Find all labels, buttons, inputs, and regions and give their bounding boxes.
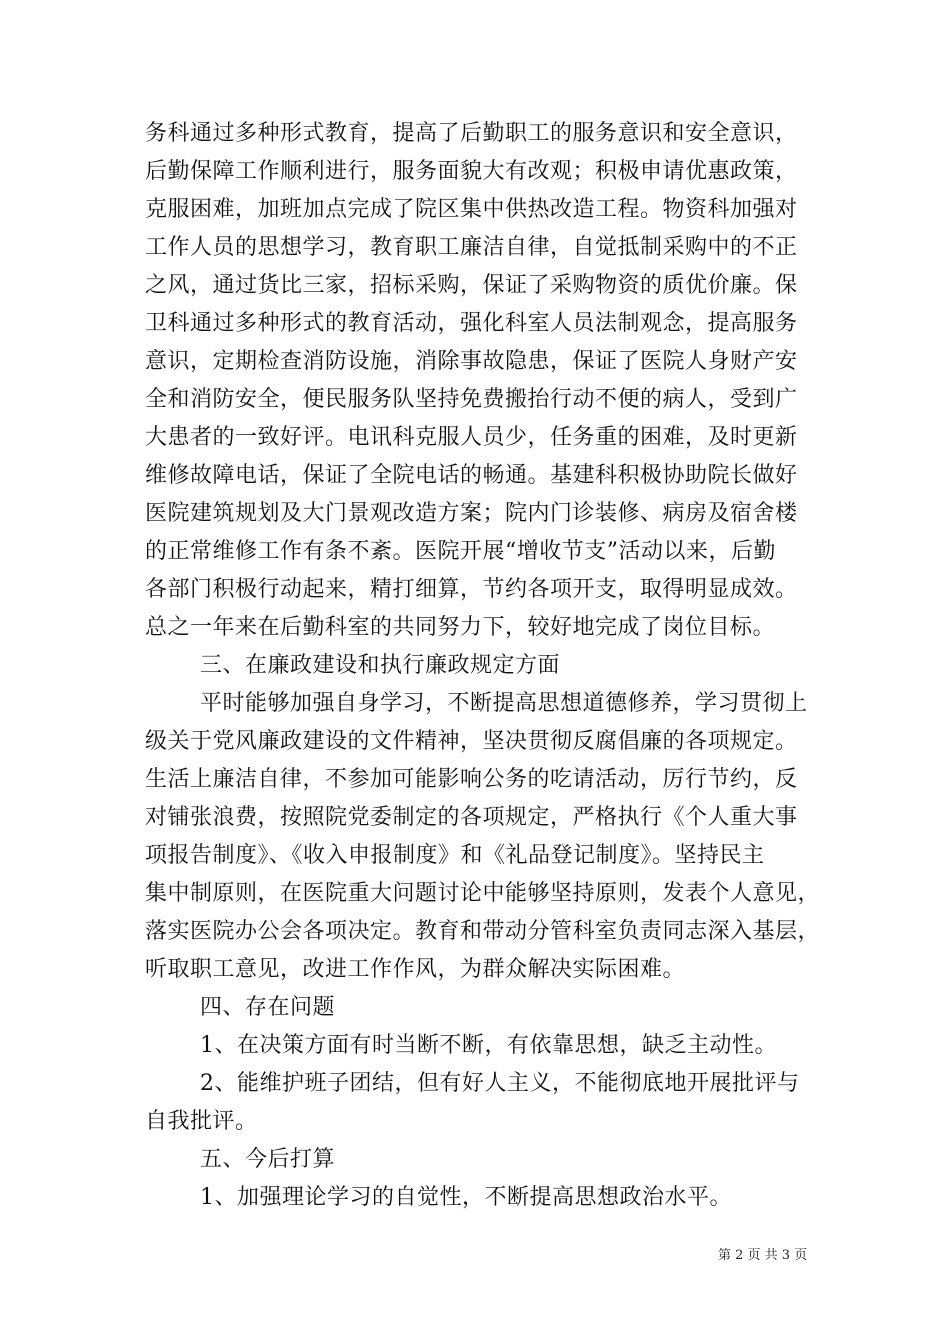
body-text-line: 的正常维修工作有条不紊。医院开展“增收节支”活动以来，后勤 — [145, 539, 776, 564]
body-text-line: 务科通过多种形式教育，提高了后勤职工的服务意识和安全意识， — [145, 121, 798, 146]
body-text-line: 全和消防安全，便民服务队坚持免费搬抬行动不便的病人，受到广 — [145, 387, 798, 412]
body-text-line: 集中制原则，在医院重大问题讨论中能够坚持原则，发表个人意见， — [145, 881, 821, 906]
page-number: 第 2 页 共 3 页 — [718, 1248, 808, 1263]
body-text-line: 各部门积极行动起来，精打细算，节约各项开支，取得明显成效。 — [145, 577, 798, 602]
body-text-line: 工作人员的思想学习，教育职工廉洁自律，自觉抵制采购中的不正 — [145, 235, 798, 260]
body-text-line: 级关于党风廉政建设的文件精神，坚决贯彻反腐倡廉的各项规定。 — [145, 729, 798, 754]
body-text-line: 意识，定期检查消防设施，消除事故隐患，保证了医院人身财产安 — [145, 349, 798, 374]
body-text-line: 医院建筑规划及大门景观改造方案；院内门诊装修、病房及宿舍楼 — [145, 501, 798, 526]
body-text-line: 听取职工意见，改进工作作风，为群众解决实际困难。 — [145, 957, 686, 982]
list-item: 1、在决策方面有时当断不断，有依靠思想，缺乏主动性。 — [200, 1033, 777, 1058]
body-text-line: 落实医院办公会各项决定。教育和带动分管科室负责同志深入基层， — [145, 919, 821, 944]
body-text-line: 克服困难，加班加点完成了院区集中供热改造工程。物资科加强对 — [145, 197, 798, 222]
section-heading: 五、今后打算 — [200, 1147, 336, 1172]
body-text-line: 后勤保障工作顺利进行，服务面貌大有改观；积极申请优惠政策， — [145, 159, 798, 184]
body-text-line: 卫科通过多种形式的教育活动，强化科室人员法制观念，提高服务 — [145, 311, 798, 336]
section-heading: 三、在廉政建设和执行廉政规定方面 — [200, 653, 561, 678]
body-text-line: 自我批评。 — [145, 1109, 258, 1134]
body-text-line: 项报告制度》、《收入申报制度》和《礼品登记制度》。坚持民主 — [145, 843, 765, 868]
list-item: 2、能维护班子团结，但有好人主义，不能彻底地开展批评与 — [200, 1071, 800, 1096]
body-text-line: 维修故障电话，保证了全院电话的畅通。基建科积极协助院长做好 — [145, 463, 798, 488]
section-heading: 四、存在问题 — [200, 995, 336, 1020]
body-text-line: 对铺张浪费，按照院党委制定的各项规定，严格执行《个人重大事 — [145, 805, 798, 830]
body-text-line: 平时能够加强自身学习，不断提高思想道德修养，学习贯彻上 — [200, 691, 808, 716]
body-text-line: 之风，通过货比三家，招标采购，保证了采购物资的质优价廉。保 — [145, 273, 798, 298]
list-item: 1、加强理论学习的自觉性，不断提高思想政治水平。 — [200, 1185, 732, 1210]
body-text-line: 总之一年来在后勤科室的共同努力下，较好地完成了岗位目标。 — [145, 615, 776, 640]
body-text-line: 生活上廉洁自律，不参加可能影响公务的吃请活动，厉行节约，反 — [145, 767, 798, 792]
body-text-line: 大患者的一致好评。电讯科克服人员少，任务重的困难，及时更新 — [145, 425, 798, 450]
